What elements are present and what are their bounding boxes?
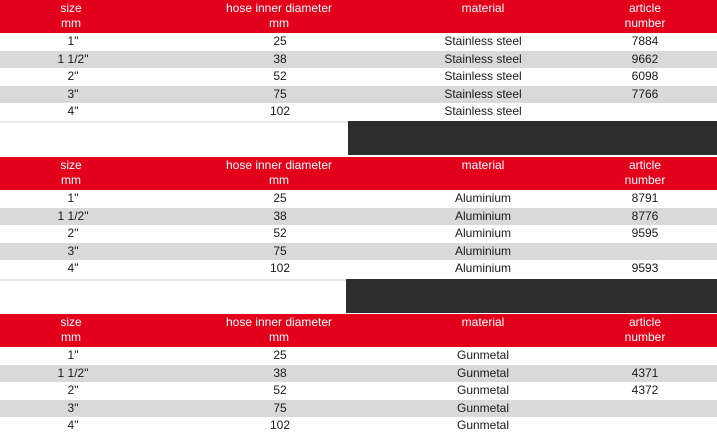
table-row: 1 1/2" 38 Gunmetal 4371: [0, 365, 717, 383]
table-row: 4" 102 Gunmetal: [0, 417, 717, 435]
table-header: [0, 0, 717, 33]
aluminium-table: [0, 157, 717, 278]
article-column-header: article number: [624, 1, 666, 30]
size-column-header: size mm: [60, 1, 82, 30]
separator-rule: [0, 279, 348, 281]
table-row: 1 1/2" 38 Stainless steel 9662: [0, 51, 717, 69]
separator-dark-panel: [348, 121, 717, 155]
material-column-header: material: [461, 315, 505, 329]
size-column-header: size mm: [60, 315, 82, 344]
size-column-header: size mm: [60, 158, 82, 187]
table-row: 2" 52 Gunmetal 4372: [0, 382, 717, 400]
table-row: 3" 75 Aluminium: [0, 243, 717, 261]
article-column-header: article number: [624, 315, 666, 344]
separator-rule: [0, 121, 350, 123]
table-row: 4" 102 Aluminium 9593: [0, 260, 717, 278]
table-row: 3" 75 Stainless steel 7766: [0, 86, 717, 104]
material-column-header: material: [461, 158, 505, 172]
diameter-column-header: hose inner diameter mm: [225, 158, 333, 187]
table-row: 1" 25 Stainless steel 7884: [0, 33, 717, 51]
diameter-column-header: hose inner diameter mm: [225, 315, 333, 344]
material-column-header: material: [461, 1, 505, 15]
article-column-header: article number: [624, 158, 666, 187]
table-row: 1" 25 Gunmetal: [0, 347, 717, 365]
table-header: [0, 157, 717, 190]
table-row: 1" 25 Aluminium 8791: [0, 190, 717, 208]
table-row: 3" 75 Gunmetal: [0, 400, 717, 418]
table-header: [0, 314, 717, 347]
separator-dark-panel: [346, 279, 717, 313]
table-row: 1 1/2" 38 Aluminium 8776: [0, 208, 717, 226]
diameter-column-header: hose inner diameter mm: [225, 1, 333, 30]
table-row: 2" 52 Stainless steel 6098: [0, 68, 717, 86]
table-separator: [0, 121, 717, 155]
stainless-steel-table: [0, 0, 717, 121]
table-separator: [0, 279, 717, 313]
table-row: 4" 102 Stainless steel: [0, 103, 717, 121]
gunmetal-table: [0, 314, 717, 435]
table-row: 2" 52 Aluminium 9595: [0, 225, 717, 243]
